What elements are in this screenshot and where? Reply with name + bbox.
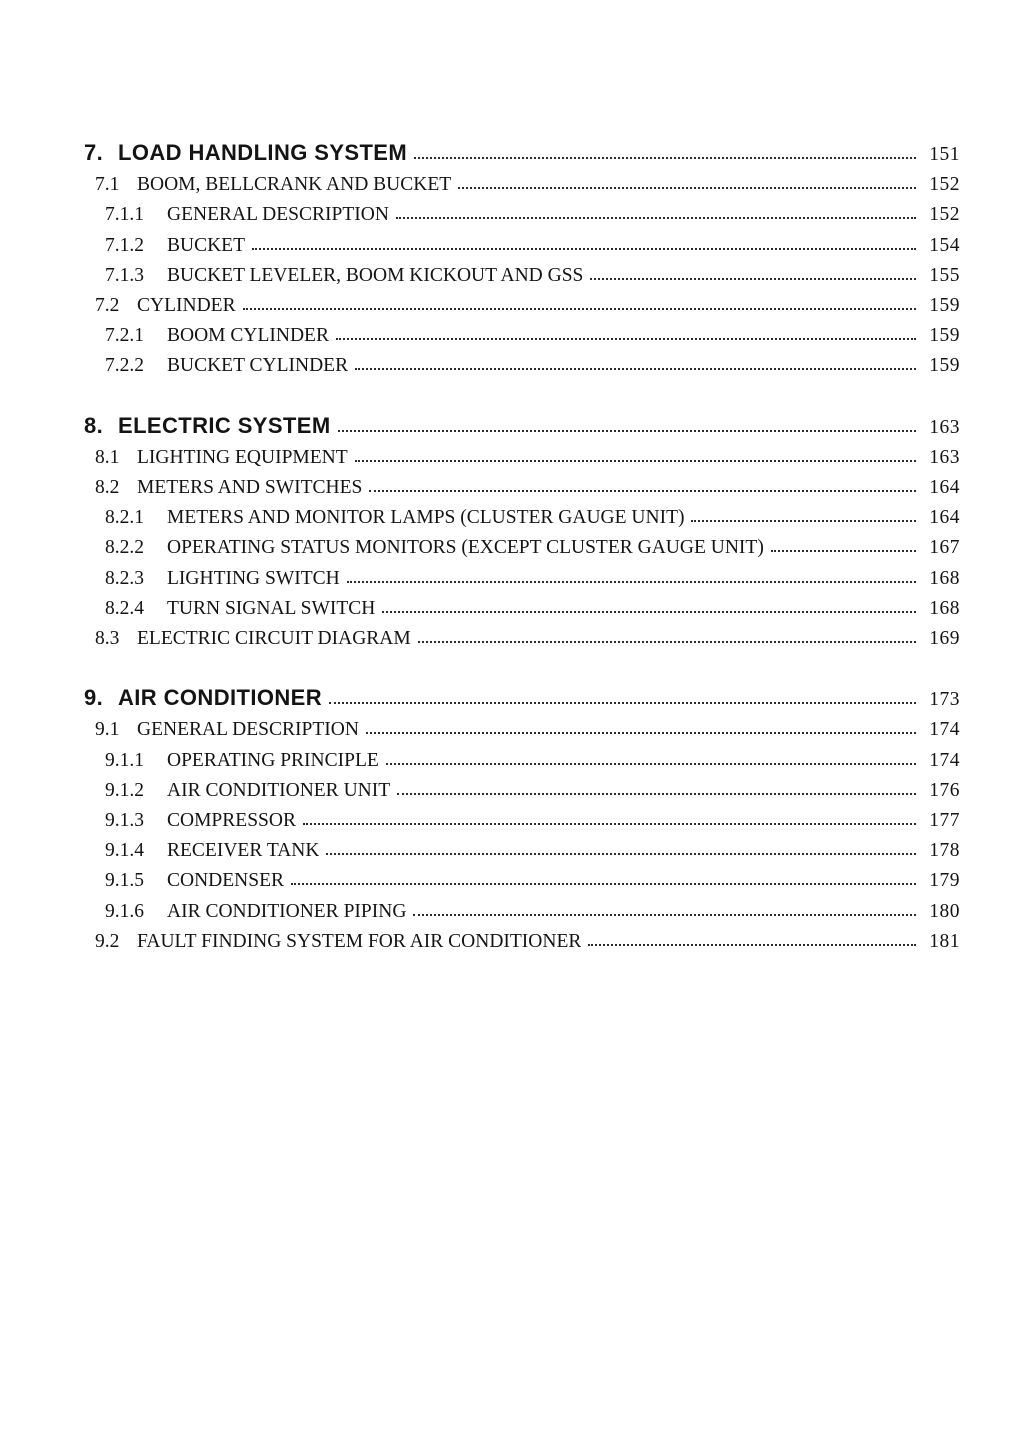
dot-leader <box>355 368 916 370</box>
toc-entry-row <box>84 836 960 866</box>
toc-entry-number: 9.1.3 <box>105 810 144 832</box>
page-number: 177 <box>929 810 960 832</box>
toc-entry-number: 9.1 <box>95 719 120 741</box>
page-number: 168 <box>929 567 960 589</box>
toc-entry-title: BOOM, BELLCRANK AND BUCKET <box>137 174 452 196</box>
page-number: 159 <box>929 325 960 347</box>
toc-entry-title: RECEIVER TANK <box>167 840 320 862</box>
toc-entry-title: BUCKET LEVELER, BOOM KICKOUT AND GSS <box>167 264 584 286</box>
toc-entry-title: AIR CONDITIONER PIPING <box>167 900 407 922</box>
page-number: 152 <box>929 174 960 196</box>
dot-leader <box>329 702 916 704</box>
toc-entry-title: TURN SIGNAL SWITCH <box>167 597 376 619</box>
page-number: 174 <box>929 719 960 741</box>
toc-section <box>84 138 960 382</box>
dot-leader <box>366 732 916 734</box>
page-number: 159 <box>929 295 960 317</box>
toc-entry-number: 7.1.1 <box>105 204 144 226</box>
toc-entry-number: 9.1.5 <box>105 870 144 892</box>
dot-leader <box>396 217 916 219</box>
dot-leader <box>336 338 916 340</box>
page-number: 152 <box>929 204 960 226</box>
dot-leader <box>338 430 916 432</box>
dot-leader <box>252 248 916 250</box>
dot-leader <box>418 641 916 643</box>
toc-entry-row <box>84 443 960 473</box>
toc-entry-row <box>84 776 960 806</box>
toc-entry-title: OPERATING PRINCIPLE <box>167 749 379 771</box>
dot-leader <box>382 611 916 613</box>
toc-entry-row <box>84 473 960 503</box>
toc-entry-title: BUCKET <box>167 234 245 256</box>
dot-leader <box>386 763 916 765</box>
page-number: 154 <box>929 234 960 256</box>
toc-entry-title: AIR CONDITIONER <box>118 685 322 711</box>
page-number: 173 <box>929 689 960 711</box>
dot-leader <box>243 308 916 310</box>
page-number: 163 <box>929 446 960 468</box>
toc-entry-number: 7.1.3 <box>105 264 144 286</box>
dot-leader <box>414 157 916 159</box>
toc-entry-number: 8.2.2 <box>105 537 144 559</box>
toc-entry-row <box>84 261 960 291</box>
toc-entry-number: 9.1.2 <box>105 779 144 801</box>
page-number: 179 <box>929 870 960 892</box>
page-number: 176 <box>929 779 960 801</box>
toc-section <box>84 411 960 655</box>
dot-leader <box>397 793 916 795</box>
toc-entry-title: COMPRESSOR <box>167 810 296 832</box>
toc-entry-row <box>84 231 960 261</box>
page-number: 151 <box>929 144 960 165</box>
toc-entry-row <box>84 897 960 927</box>
toc-entry-title: LIGHTING EQUIPMENT <box>137 446 348 468</box>
toc-entry-number: 9.1.1 <box>105 749 144 771</box>
toc-entry-number: 9.2 <box>95 930 120 952</box>
toc-entry-number: 8. <box>84 412 104 438</box>
dot-leader <box>771 550 916 552</box>
dot-leader <box>590 278 916 280</box>
toc-entry-title: CONDENSER <box>167 870 285 892</box>
toc-entry-title: GENERAL DESCRIPTION <box>137 719 359 741</box>
toc-entry-row <box>84 624 960 654</box>
toc-entry-number: 7.2 <box>95 295 120 317</box>
toc-entry-row <box>84 866 960 896</box>
toc-entry-title: ELECTRIC CIRCUIT DIAGRAM <box>137 628 411 650</box>
toc-entry-row <box>84 746 960 776</box>
page-number: 181 <box>929 930 960 952</box>
page-number: 167 <box>929 537 960 559</box>
page-number: 155 <box>929 264 960 286</box>
page-number: 164 <box>929 477 960 499</box>
toc-entry-number: 8.2.1 <box>105 507 144 529</box>
toc-entry-title: FAULT FINDING SYSTEM FOR AIR CONDITIONER <box>137 930 582 952</box>
toc-entry-title: GENERAL DESCRIPTION <box>167 204 389 226</box>
toc-entry-title: OPERATING STATUS MONITORS (EXCEPT CLUSTER GAUGE UNIT) <box>167 537 764 559</box>
dot-leader <box>691 520 916 522</box>
dot-leader <box>355 460 916 462</box>
toc-entry-number: 9.1.4 <box>105 840 144 862</box>
toc-entry-number: 8.3 <box>95 628 120 650</box>
toc-entry-row <box>84 503 960 533</box>
toc-chapter-row <box>84 411 960 443</box>
table-of-contents <box>84 138 960 957</box>
toc-chapter-row <box>84 683 960 715</box>
toc-entry-number: 8.2.3 <box>105 567 144 589</box>
toc-section <box>84 683 960 957</box>
toc-entry-title: LOAD HANDLING SYSTEM <box>118 140 408 165</box>
page-number: 180 <box>929 900 960 922</box>
dot-leader <box>347 581 916 583</box>
toc-entry-number: 7. <box>84 140 104 165</box>
toc-entry-title: LIGHTING SWITCH <box>167 567 340 589</box>
toc-entry-title: ELECTRIC SYSTEM <box>118 412 331 438</box>
toc-entry-row <box>84 715 960 745</box>
toc-chapter-row <box>84 138 960 170</box>
dot-leader <box>458 187 916 189</box>
page-number: 169 <box>929 628 960 650</box>
toc-entry-number: 7.2.1 <box>105 325 144 347</box>
toc-entry-row <box>84 564 960 594</box>
toc-entry-row <box>84 351 960 381</box>
toc-entry-title: BUCKET CYLINDER <box>167 355 349 377</box>
toc-entry-title: BOOM CYLINDER <box>167 325 329 347</box>
toc-entry-number: 8.2 <box>95 477 120 499</box>
dot-leader <box>303 823 916 825</box>
toc-entry-number: 7.1 <box>95 174 120 196</box>
toc-entry-row <box>84 200 960 230</box>
dot-leader <box>369 490 916 492</box>
toc-entry-row <box>84 594 960 624</box>
page-number: 168 <box>929 597 960 619</box>
toc-entry-number: 8.1 <box>95 446 120 468</box>
toc-entry-title: CYLINDER <box>137 295 236 317</box>
dot-leader <box>413 914 916 916</box>
toc-entry-row <box>84 170 960 200</box>
toc-entry-row <box>84 806 960 836</box>
toc-entry-title: METERS AND SWITCHES <box>137 477 363 499</box>
toc-entry-number: 7.2.2 <box>105 355 144 377</box>
page-number: 164 <box>929 507 960 529</box>
page-number: 159 <box>929 355 960 377</box>
toc-entry-row <box>84 927 960 957</box>
toc-entry-number: 8.2.4 <box>105 597 144 619</box>
toc-entry-row <box>84 291 960 321</box>
toc-entry-row <box>84 321 960 351</box>
toc-entry-title: METERS AND MONITOR LAMPS (CLUSTER GAUGE UNIT) <box>167 507 685 529</box>
toc-entry-title: AIR CONDITIONER UNIT <box>167 779 391 801</box>
page-number: 178 <box>929 840 960 862</box>
toc-entry-row <box>84 533 960 563</box>
page-number: 163 <box>929 416 960 438</box>
dot-leader <box>291 883 916 885</box>
dot-leader <box>326 853 916 855</box>
page-number: 174 <box>929 749 960 771</box>
toc-entry-number: 9.1.6 <box>105 900 144 922</box>
toc-entry-number: 9. <box>84 685 104 711</box>
dot-leader <box>588 944 916 946</box>
toc-entry-number: 7.1.2 <box>105 234 144 256</box>
